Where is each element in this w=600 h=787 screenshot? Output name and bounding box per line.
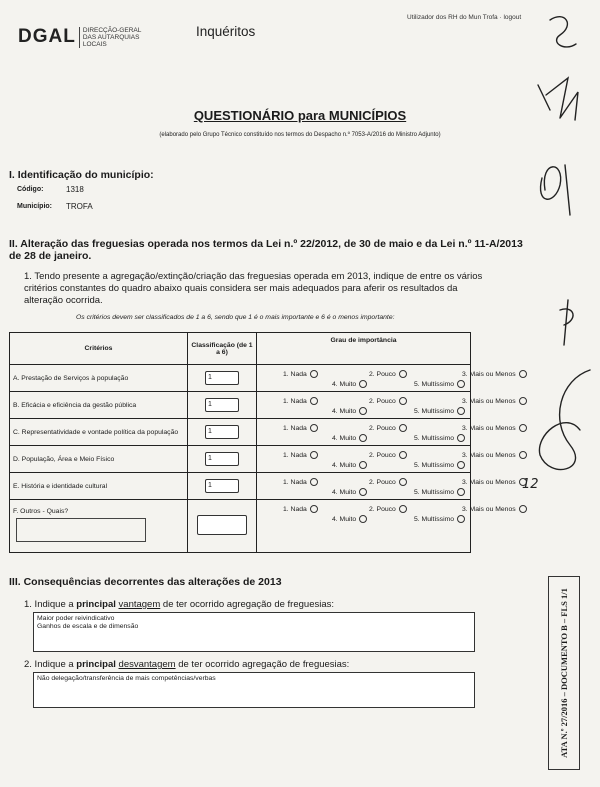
question-1-text: 1. Tendo presente a agregação/extinção/criação das freguesias operada em 2013, indique de entre os vários critérios constantes do quadro abaixo quais considera ser mais adequados para aferir os resultados da alteração ocorrida. — [24, 271, 483, 306]
radio-button[interactable] — [310, 397, 318, 405]
grau-option-label: 5. Multíssimo — [414, 515, 455, 523]
radio-button[interactable] — [359, 515, 367, 523]
grau-option — [462, 505, 527, 513]
radio-button[interactable] — [399, 505, 407, 513]
radio-button[interactable] — [399, 370, 407, 378]
code-label: Código: — [17, 186, 44, 193]
grau-option — [369, 370, 407, 378]
vantagem-question — [24, 599, 334, 611]
classificacao-input[interactable]: 1 — [205, 398, 239, 412]
ata-stamp — [548, 576, 580, 770]
grau-option-label: 4. Muito — [332, 515, 357, 523]
vantagem-answer-line1: Maior poder reivindicativo — [37, 615, 115, 622]
grau-option — [332, 488, 367, 496]
table-row — [10, 500, 471, 553]
grau-option-label: 4. Muito — [332, 407, 357, 415]
municipio-label: Município: — [17, 203, 52, 210]
criterio-label: C. Representatividade e vontade política da população — [13, 428, 179, 436]
app-title: Inquéritos — [196, 24, 256, 39]
classificacao-input[interactable]: 1 — [205, 425, 239, 439]
page-title: QUESTIONÁRIO para MUNICÍPIOS — [193, 108, 407, 123]
col-classificacao: Classificação (de 1 a 6) — [188, 333, 257, 365]
criterio-cell — [10, 365, 188, 392]
desvantagem-answer-line1: Não delegação/transferência de mais competências/verbas — [37, 675, 216, 682]
vantagem-answer[interactable] — [33, 612, 475, 652]
classificacao-cell — [188, 365, 257, 392]
section2-heading: II. Alteração das freguesias operada nos termos da Lei n.º 22/2012, de 30 de maio e da Lei n.º 11-A/2013 de 28 de janeiro. — [9, 238, 523, 262]
grau-option-label: 3. Mais ou Menos — [462, 451, 516, 459]
table-row — [10, 392, 471, 419]
radio-button[interactable] — [359, 461, 367, 469]
user-name: Utilizador dos RH do Mun Trofa — [407, 14, 498, 21]
outros-input[interactable] — [16, 518, 146, 542]
grau-option-label: 5. Multíssimo — [414, 434, 455, 442]
q2-bold: principal — [76, 659, 116, 670]
grau-option-label: 4. Muito — [332, 461, 357, 469]
grau-option-label: 4. Muito — [332, 434, 357, 442]
table-row — [10, 446, 471, 473]
grau-option-label: 4. Muito — [332, 488, 357, 496]
col-criterios: Critérios — [10, 333, 188, 365]
grau-option — [332, 380, 367, 388]
code-value: 1318 — [66, 185, 84, 194]
grau-option-label: 1. Nada — [283, 424, 307, 432]
grau-option — [369, 424, 407, 432]
radio-button[interactable] — [457, 407, 465, 415]
criterio-label: D. População, Área e Meio Físico — [13, 455, 115, 463]
radio-button[interactable] — [310, 424, 318, 432]
grau-option-label: 2. Pouco — [369, 397, 396, 405]
grau-option — [414, 461, 465, 469]
q1-pre: 1. Indique a — [24, 599, 77, 610]
grau-cell — [257, 500, 516, 553]
criterio-cell — [10, 446, 188, 473]
classificacao-cell — [188, 419, 257, 446]
classificacao-cell — [188, 446, 257, 473]
grau-option-label: 5. Multíssimo — [414, 488, 455, 496]
grau-cell — [257, 392, 516, 419]
grau-option — [414, 407, 465, 415]
desvantagem-question — [24, 659, 349, 671]
grau-cell — [257, 365, 516, 392]
criterio-cell — [10, 473, 188, 500]
grau-option — [283, 478, 318, 486]
grau-option-label: 4. Muito — [332, 380, 357, 388]
radio-button[interactable] — [310, 451, 318, 459]
grau-option-label: 3. Mais ou Menos — [462, 505, 516, 513]
radio-button[interactable] — [457, 461, 465, 469]
criterio-cell — [10, 419, 188, 446]
criterio-label: B. Eficácia e eficiência da gestão pública — [13, 401, 137, 409]
grau-cell — [257, 446, 516, 473]
grau-option — [414, 488, 465, 496]
handwritten-mark: 12 — [522, 477, 539, 492]
q2-pre: 2. Indique a — [24, 659, 77, 670]
grau-option-label: 1. Nada — [283, 451, 307, 459]
grau-option — [283, 451, 318, 459]
municipio-value: TROFA — [66, 202, 93, 211]
grau-option-label: 2. Pouco — [369, 451, 396, 459]
grau-option-label: 1. Nada — [283, 478, 307, 486]
section1-heading: I. Identificação do município: — [9, 169, 154, 181]
dgal-logo — [18, 26, 153, 48]
grau-cell — [257, 419, 516, 446]
radio-button[interactable] — [359, 380, 367, 388]
criterio-cell — [10, 392, 188, 419]
classificacao-input[interactable]: 1 — [205, 371, 239, 385]
criterio-label: F. Outros - Quais? — [13, 507, 69, 515]
grau-option — [369, 397, 407, 405]
grau-option — [462, 424, 527, 432]
grau-option-label: 5. Multíssimo — [414, 407, 455, 415]
table-row — [10, 365, 471, 392]
grau-option — [414, 515, 465, 523]
grau-option — [462, 370, 527, 378]
radio-button[interactable] — [399, 451, 407, 459]
grau-option-label: 3. Mais ou Menos — [462, 478, 516, 486]
radio-button[interactable] — [310, 478, 318, 486]
grau-cell — [257, 473, 516, 500]
q1-under: vantagem — [118, 599, 161, 610]
grau-option — [414, 434, 465, 442]
grau-option — [369, 505, 407, 513]
grau-option-label: 5. Multíssimo — [414, 461, 455, 469]
section3-heading: III. Consequências decorrentes das alterações de 2013 — [9, 576, 282, 588]
grau-option-label: 5. Multíssimo — [414, 380, 455, 388]
logout-link[interactable]: logout — [503, 14, 522, 21]
radio-button[interactable] — [310, 505, 318, 513]
radio-button[interactable] — [399, 397, 407, 405]
radio-button[interactable] — [457, 488, 465, 496]
radio-button[interactable] — [399, 424, 407, 432]
criterio-cell — [10, 500, 188, 553]
classificacao-cell — [188, 473, 257, 500]
grau-option-label: 3. Mais ou Menos — [462, 424, 516, 432]
grau-option — [332, 434, 367, 442]
grau-option-label: 1. Nada — [283, 505, 307, 513]
criteria-table — [9, 332, 516, 553]
classificacao-cell — [188, 500, 257, 553]
grau-option — [332, 461, 367, 469]
grau-option-label: 2. Pouco — [369, 370, 396, 378]
radio-button[interactable] — [399, 478, 407, 486]
col-grau: Grau de importância — [257, 333, 471, 365]
radio-button[interactable] — [359, 434, 367, 442]
table-row — [10, 419, 471, 446]
radio-button[interactable] — [310, 370, 318, 378]
grau-option — [369, 478, 407, 486]
grau-option-label: 1. Nada — [283, 370, 307, 378]
criterio-label: E. História e identidade cultural — [13, 482, 108, 490]
classificacao-input[interactable]: 1 — [205, 479, 239, 493]
desvantagem-answer[interactable] — [33, 672, 475, 708]
table-row — [10, 473, 471, 500]
grau-option — [414, 380, 465, 388]
handwritten-initials — [520, 0, 600, 560]
grau-option — [332, 407, 367, 415]
criteria-table-header — [10, 333, 471, 365]
grau-option — [283, 505, 318, 513]
grau-option — [283, 424, 318, 432]
grau-option — [283, 397, 318, 405]
q2-post: de ter ocorrido agregação de freguesias: — [175, 659, 350, 670]
grau-option — [462, 397, 527, 405]
radio-button[interactable] — [457, 380, 465, 388]
radio-button[interactable] — [359, 488, 367, 496]
grau-option-label: 2. Pouco — [369, 424, 396, 432]
grau-option-label: 3. Mais ou Menos — [462, 370, 516, 378]
q1-post: de ter ocorrido agregação de freguesias: — [160, 599, 335, 610]
radio-button[interactable] — [359, 407, 367, 415]
logo-main: DGAL — [18, 26, 76, 47]
classificacao-input[interactable] — [197, 515, 247, 535]
radio-button[interactable] — [457, 434, 465, 442]
classificacao-input[interactable]: 1 — [205, 452, 239, 466]
criterio-label: A. Prestação de Serviços à população — [13, 374, 129, 382]
grau-option — [283, 370, 318, 378]
grau-option-label: 1. Nada — [283, 397, 307, 405]
radio-button[interactable] — [457, 515, 465, 523]
grau-option — [369, 451, 407, 459]
grau-option-label: 2. Pouco — [369, 505, 396, 513]
q1-bold: principal — [76, 599, 116, 610]
grau-option — [462, 451, 527, 459]
logo-sub: DIRECÇÃO-GERAL DAS AUTARQUIAS LOCAIS — [79, 27, 153, 48]
ata-stamp-text: ATA N.º 27/2016 – DOCUMENTO B – FLS 1/1 — [559, 588, 569, 758]
q2-under: desvantagem — [118, 659, 176, 670]
page-subtitle: (elaborado pelo Grupo Técnico constituído nos termos do Despacho n.º 7053-A/2016 do Ministro Adjunto) — [159, 132, 441, 138]
grau-option-label: 2. Pouco — [369, 478, 396, 486]
vantagem-answer-line2: Ganhos de escala e de dimensão — [37, 623, 139, 630]
grau-option-label: 3. Mais ou Menos — [462, 397, 516, 405]
grau-option — [332, 515, 367, 523]
criteria-note: Os critérios devem ser classificados de 1 a 6, sendo que 1 é o mais importante e 6 é o menos importante: — [76, 314, 395, 321]
grau-option — [462, 478, 527, 486]
classificacao-cell — [188, 392, 257, 419]
user-line: Utilizador dos RH do Mun Trofa · logout — [407, 14, 522, 21]
